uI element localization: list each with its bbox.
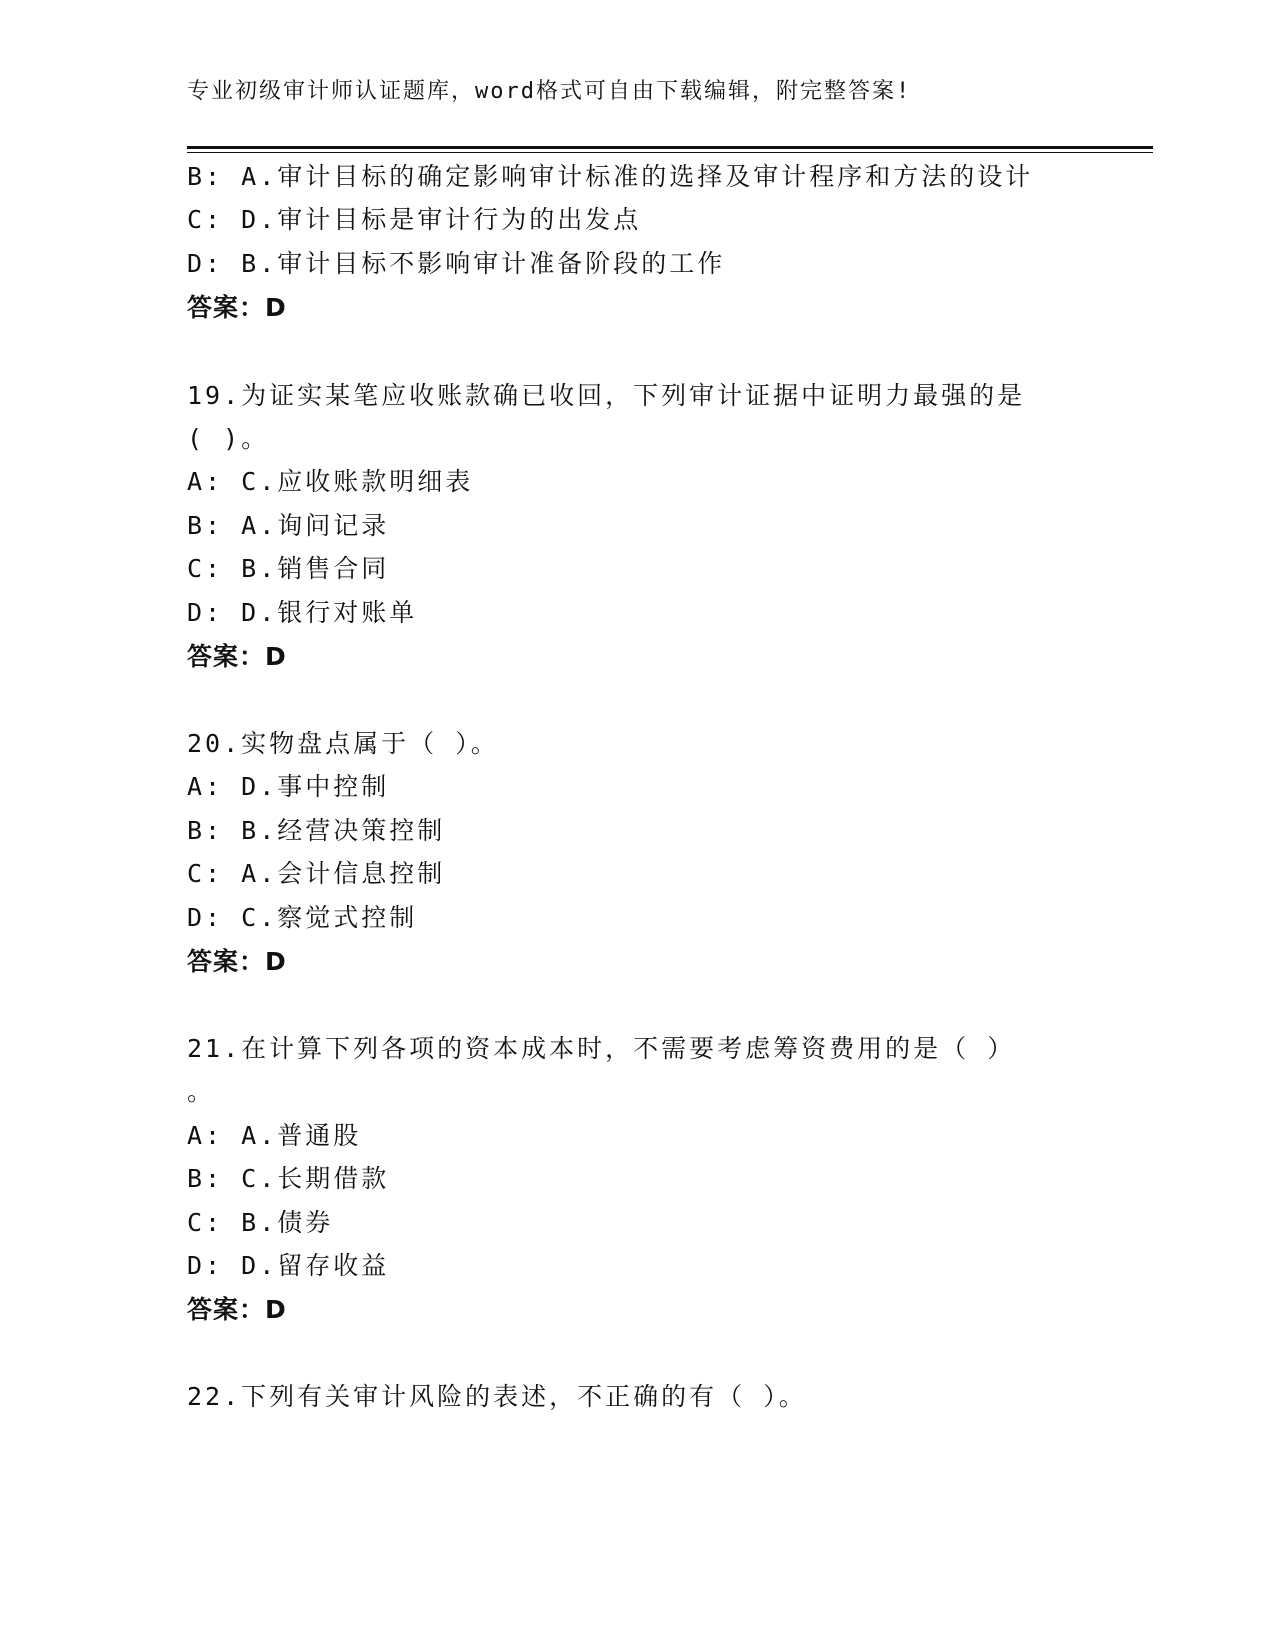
q21-option-a: A: A.普通股 xyxy=(187,1121,362,1150)
header-divider-thin xyxy=(187,152,1153,153)
q20-option-b: B: B.经营决策控制 xyxy=(187,816,446,845)
q19-option-d: D: D.银行对账单 xyxy=(187,598,418,627)
q20-option-a: A: D.事中控制 xyxy=(187,772,390,801)
q18-option-b: B: A.审计目标的确定影响审计标准的选择及审计程序和方法的设计 xyxy=(187,162,1034,191)
document-header: 专业初级审计师认证题库，word格式可自由下载编辑，附完整答案! xyxy=(187,79,912,104)
q18-answer: 答案：D xyxy=(187,293,287,322)
q19-option-a: A: C.应收账款明细表 xyxy=(187,467,474,496)
q19-stem-continued: ( )。 xyxy=(187,424,270,453)
q19-option-b: B: A.询问记录 xyxy=(187,511,390,540)
q21-stem: 21.在计算下列各项的资本成本时，不需要考虑筹资费用的是（ ） xyxy=(187,1034,1016,1063)
q21-option-c: C: B.债券 xyxy=(187,1208,334,1237)
q22-stem: 22.下列有关审计风险的表述，不正确的有（ ）。 xyxy=(187,1382,807,1411)
q21-option-b: B: C.长期借款 xyxy=(187,1164,390,1193)
q18-option-d: D: B.审计目标不影响审计准备阶段的工作 xyxy=(187,249,726,278)
q20-answer: 答案：D xyxy=(187,947,287,976)
q20-stem: 20.实物盘点属于（ ）。 xyxy=(187,729,499,758)
q20-option-c: C: A.会计信息控制 xyxy=(187,859,446,888)
q21-stem-continued: 。 xyxy=(187,1077,216,1106)
q21-answer: 答案：D xyxy=(187,1295,287,1324)
q18-option-c: C: D.审计目标是审计行为的出发点 xyxy=(187,205,642,234)
header-divider-thick xyxy=(187,146,1153,149)
q19-stem: 19.为证实某笔应收账款确已收回，下列审计证据中证明力最强的是 xyxy=(187,381,1026,410)
q19-option-c: C: B.销售合同 xyxy=(187,554,390,583)
q20-option-d: D: C.察觉式控制 xyxy=(187,903,418,932)
q21-option-d: D: D.留存收益 xyxy=(187,1251,390,1280)
q19-answer: 答案：D xyxy=(187,642,287,671)
